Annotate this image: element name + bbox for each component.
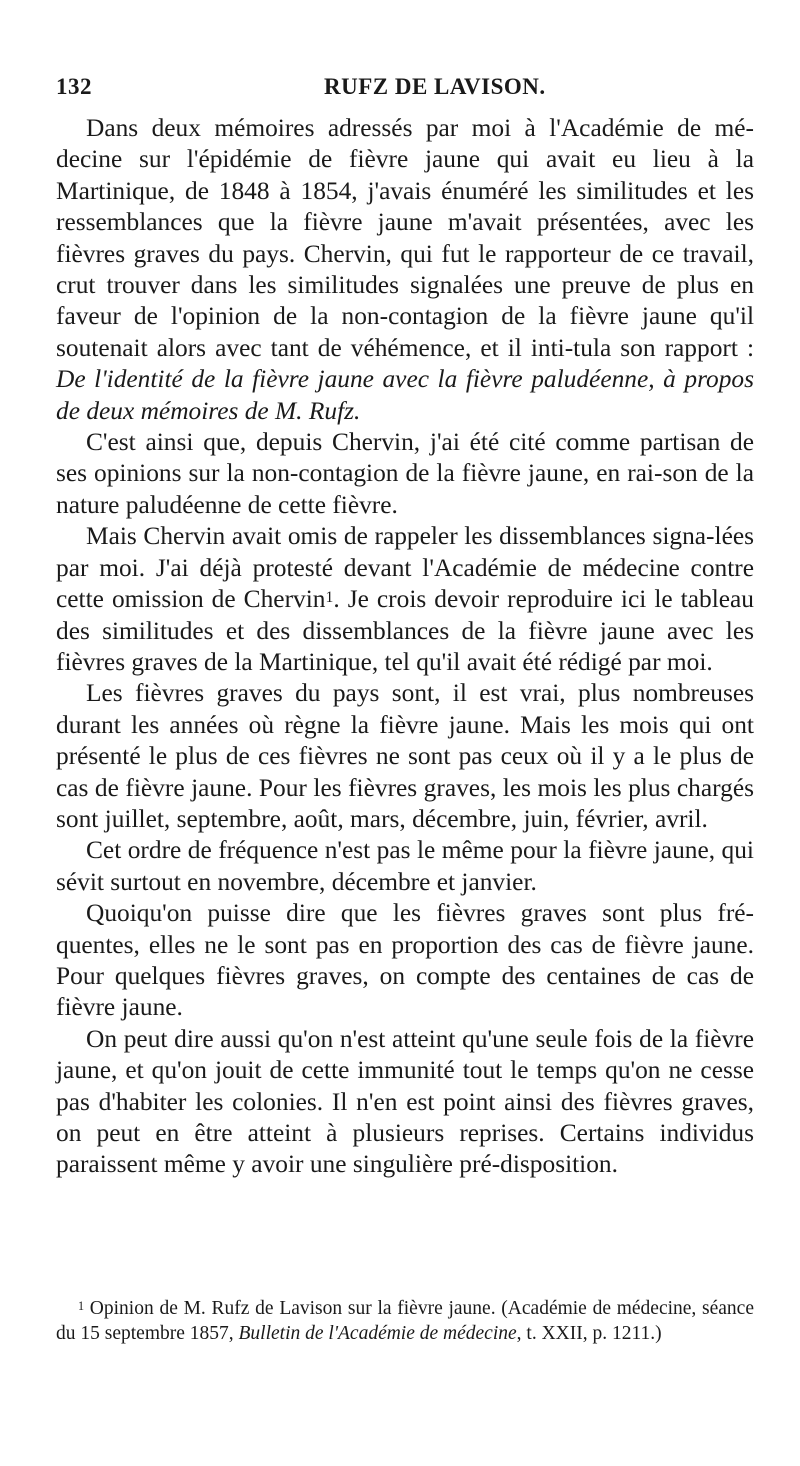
page-header xyxy=(56,74,756,106)
footnote-reference: 1 xyxy=(325,588,334,606)
paragraph-5: Cet ordre de fréquence n'est pas le même pour la fièvre jaune, qui sévit surtout en novembre, décembre et janvier. xyxy=(56,836,754,896)
footnote-journal: Bulletin de l'Académie de médecine xyxy=(238,1322,517,1344)
paragraph-4: Les fièvres graves du pays sont, il est vrai, plus nombreuses durant les années où règne la fièvre jaune. Mais les mois qui ont présenté le plus de ces fièvres ne sont pas ceux où il y a le plus de cas de fièvre jaune. Pour les fièvres graves, les mois les plus chargés sont juillet, septembre, août, mars, décembre, juin, février, avril. xyxy=(56,679,754,833)
footnote xyxy=(56,1297,754,1346)
footnote-text-before: Opinion de M. Rufz de Lavison sur la fièvre jaune. (Académie de médecine, séance du 15 septembre 1857, xyxy=(56,1298,754,1344)
paragraph-7: On peut dire aussi qu'on n'est atteint qu'une seule fois de la fièvre jaune, et qu'on jouit de cette immunité tout le temps qu'on ne cesse pas d'habiter les colonies. Il n'en est point ainsi des fièvres graves, on peut en être atteint à plusieurs reprises. Certains individus paraissent même y avoir une singulière pré-disposition. xyxy=(56,1024,754,1179)
paragraph-1-text: Dans deux mémoires adressés par moi à l'Académie de mé-decine sur l'épidémie de fièvre jaune qui avait eu lieu à la Martinique, de 1848 à 1854, j'avais énuméré les similitudes et les ressemblances que la fièvre jaune m'avait présentées, avec les fièvres graves du pays. Chervin, qui fut le rapporteur de ce travail, crut trouver dans les similitudes signalées une preuve de plus en faveur de l'opinion de la non-contagion de la fièvre jaune qu'il soutenait alors avec tant de véhémence, et il inti-tula son rapport : xyxy=(56,114,754,362)
body-text xyxy=(56,113,754,1181)
paragraph-2: C'est ainsi que, depuis Chervin, j'ai été cité comme partisan de ses opinions sur la non-contagion de la fièvre jaune, en rai-son de la nature paludéenne de cette fièvre. xyxy=(56,428,754,519)
paragraph-3-text-after: . Je crois devoir reproduire ici le tableau des similitudes et des dissemblances de la fièvre jaune avec les fièvres graves de la Martinique, tel qu'il avait été rédigé par moi. xyxy=(56,585,754,676)
report-title: De l'identité de la fièvre jaune avec la fièvre paludéenne, à propos de deux mémoires de M. Rufz. xyxy=(56,365,754,425)
footnote-mark: 1 xyxy=(78,1298,85,1313)
paragraph-3 xyxy=(56,521,754,678)
paragraph-6: Quoiqu'on puisse dire que les fièvres graves sont plus fré-quentes, elles ne le sont pas en proportion des cas de fièvre jaune. Pour quelques fièvres graves, on compte des centaines de cas de fièvre jaune. xyxy=(56,899,754,1022)
paragraph-1 xyxy=(56,113,754,427)
paragraph-3-text-before: Mais Chervin avait omis de rappeler les dissemblances signa-lées par moi. J'ai déjà protesté devant l'Académie de médecine contre cette omission de Chervin xyxy=(56,522,754,614)
page-number: 132 xyxy=(56,74,92,99)
footnote-text-after: , t. XXII, p. 1211.) xyxy=(516,1322,662,1344)
running-head: RUFZ DE LAVISON. xyxy=(324,74,546,99)
